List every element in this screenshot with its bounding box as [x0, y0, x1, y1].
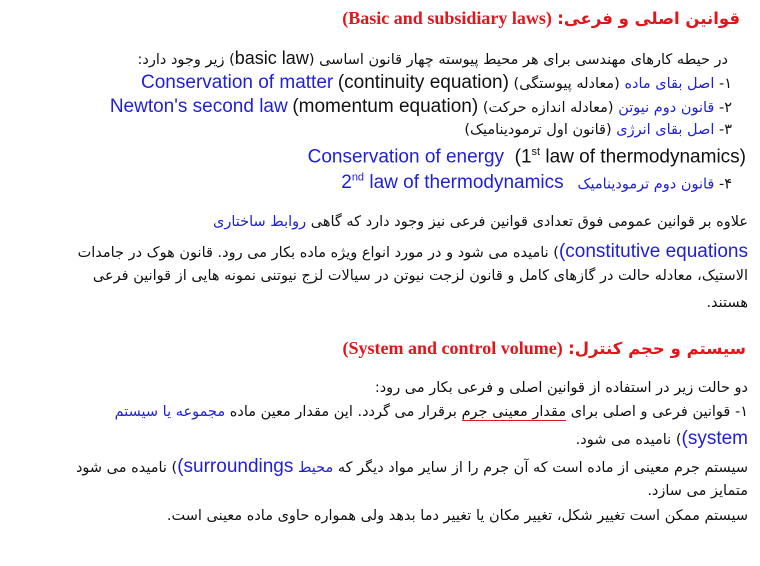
law4-num: ۴- — [718, 176, 732, 193]
sec2-l2-pre: ۱- قوانین فرعی و اصلی برای — [570, 404, 748, 420]
para-l2-blue: (constitutive equations — [558, 241, 748, 262]
para-line1 — [213, 214, 748, 230]
law2-en-paren: (momentum equation) — [292, 96, 479, 117]
law4-en-b: law of thermodynamics — [364, 172, 564, 194]
law4-line — [341, 172, 732, 194]
sec2-l3-post: ) نامیده می شود. — [575, 432, 682, 448]
law1-num: ۱- — [718, 76, 732, 92]
sec2-line6: سیستم ممکن است تغییر شکل، تغییر مکان یا تغییر دما بدهد ولی همواره حاوی ماده معینی است. — [166, 508, 748, 524]
law2-fa: قانون دوم نیوتن — [618, 100, 715, 116]
intro-line — [138, 48, 729, 69]
law3-line — [464, 122, 732, 138]
section1-heading-en: (Basic and subsidiary laws) — [342, 8, 552, 28]
sec2-l4-en: (surroundings — [177, 456, 294, 477]
law3-fa: اصل بقای انرژی — [616, 122, 715, 138]
law4-en-a: 2 — [341, 172, 352, 194]
intro-en: basic law — [234, 48, 309, 68]
law3-en: Conservation of energy — [307, 146, 505, 168]
law1-en-paren: (continuity equation) — [337, 72, 509, 93]
law3-num: ۳- — [718, 122, 732, 138]
law2-num: ۲- — [718, 100, 732, 116]
law1-line — [141, 72, 732, 94]
intro-pre: در حیطه کارهای مهندسی برای هر محیط پیوسته چهار قانون اساسی ( — [308, 52, 728, 68]
law4-en-sup: nd — [351, 172, 365, 184]
para-line4: هستند. — [706, 295, 748, 311]
law3-fa-paren: (قانون اول ترمودینامیک) — [464, 122, 612, 138]
law1-en: Conservation of matter — [141, 72, 334, 93]
law3-en-paren-b: law of thermodynamics) — [540, 146, 746, 168]
para-l2-post: ) نامیده می شود و در مورد انواع ویژه ماده بکار می رود. قانون هوک در جامدات — [77, 245, 559, 261]
law2-fa-paren: (معادله اندازه حرکت) — [482, 100, 614, 116]
law4-fa: قانون دوم ترمودینامیک — [577, 176, 715, 193]
sec2-l4-post: ) نامیده می شود — [75, 460, 178, 476]
para-line2 — [78, 241, 748, 263]
sec2-line3 — [576, 428, 748, 450]
law3-en-paren-a: (1 — [514, 146, 532, 168]
sec2-l2-mid: برقرار می گردد. این مقدار معین ماده — [229, 404, 457, 420]
law2-line — [110, 96, 732, 118]
sec2-l4-blue: محیط — [297, 460, 334, 476]
section2-heading-fa: سیستم و حجم کنترل: — [568, 339, 746, 358]
law3-en-line — [308, 146, 746, 168]
para-line3: الاستیک، معادله حالت در گازهای کامل و قانون لزجت نیوتن در سیالات لزج نیوتنی نمونه هایی از قوانین فرعی — [92, 268, 748, 284]
sec2-l2-underline: مقدار معینی جرم — [461, 404, 567, 420]
section1-heading-fa: قوانین اصلی و فرعی: — [557, 9, 740, 28]
sec2-line1: دو حالت زیر در استفاده از قوانین اصلی و فرعی بکار می رود: — [374, 380, 748, 396]
sec2-line5: متمایز می سازد. — [647, 483, 748, 499]
intro-post: ) زیر وجود دارد: — [137, 52, 235, 68]
para-l1-blue: روابط ساختاری — [213, 214, 307, 230]
law3-en-sup: st — [531, 146, 541, 158]
law1-fa-paren: (معادله پیوستگی) — [513, 76, 620, 92]
section1-heading — [342, 8, 740, 29]
sec2-line2 — [115, 404, 748, 420]
law1-fa: اصل بقای ماده — [624, 76, 715, 92]
section2-heading-en: (System and control volume) — [342, 338, 563, 358]
sec2-l2-blue: مجموعه یا سیستم — [114, 404, 226, 420]
section2-heading — [343, 338, 746, 359]
law2-en: Newton's second law — [109, 96, 288, 117]
sec2-line4 — [76, 456, 748, 478]
law4-en — [341, 172, 563, 193]
sec2-l4-pre: سیستم جرم معینی از ماده است که آن جرم را از سایر مواد دیگر که — [337, 460, 748, 476]
sec2-l3-blue: (system — [681, 428, 748, 449]
para-l1-pre: علاوه بر قوانین عمومی فوق تعدادی قوانین فرعی نیز وجود دارد که گاهی — [310, 214, 748, 230]
